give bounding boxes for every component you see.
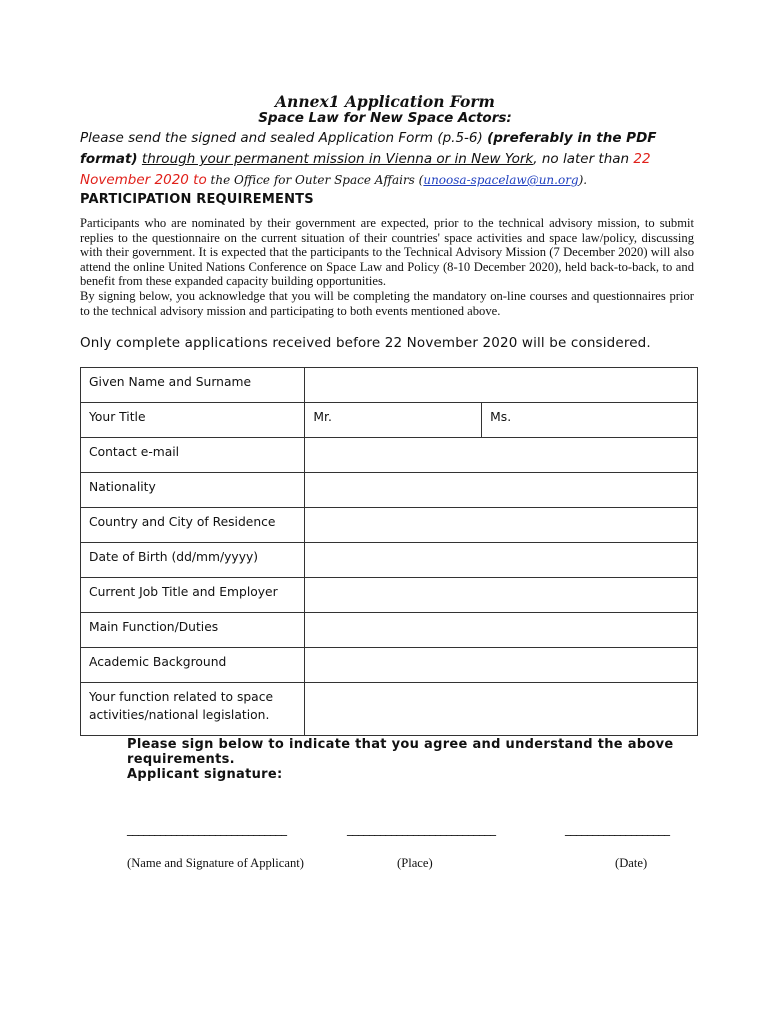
title-ms-option[interactable]: Ms. [482,403,698,438]
requirements-text [80,216,694,318]
table-row [81,683,698,736]
table-row [81,403,698,438]
table-row [81,438,698,473]
signature-line-name[interactable]: _____________________________ [127,822,287,836]
intro-office: the Office for Outer Space Affairs ( [206,173,424,187]
application-table [80,367,698,736]
residence-field[interactable] [305,508,698,543]
table-row [81,368,698,403]
agreement-statement [127,737,687,782]
job-label: Current Job Title and Employer [81,578,305,613]
requirements-paragraph: Participants who are nominated by their government are expected, prior to the technical advisory mission, to submit replies to the questionnaire on the current situation of their countries' space activities and space law/policy, discussing with their government. It is expected that the participants to the Technical Advisory Mission (7 December 2020) will also attend the online United Nations Conference on Space Law and Policy (8-10 December 2020), held back-to-back, to and benefit from these expanded capacity building opportunities. [80,216,694,289]
intro-mission: through your permanent mission in Vienna or in New York [141,151,534,167]
given-name-label: Given Name and Surname [81,368,305,403]
academic-label: Academic Background [81,648,305,683]
intro-preferably: (preferably in the PDF format) [80,130,657,167]
contact-email-label: Contact e-mail [81,438,305,473]
intro-text-2: , no later than [533,151,634,167]
nationality-label: Nationality [81,473,305,508]
academic-field[interactable] [305,648,698,683]
title-mr-option[interactable]: Mr. [305,403,482,438]
table-row [81,543,698,578]
form-title: Annex1 Application Form [275,92,495,111]
nationality-field[interactable] [305,473,698,508]
table-row [81,613,698,648]
contact-email-field[interactable] [305,438,698,473]
email-link[interactable]: unoosa-spacelaw@un.org [423,173,579,187]
table-row [81,648,698,683]
dob-label: Date of Birth (dd/mm/yyyy) [81,543,305,578]
applicant-signature-label: Applicant signature: [127,767,283,782]
acknowledgement-paragraph: By signing below, you acknowledge that you will be completing the mandatory on-line courses and questionnaires prior to the technical advisory mission and participating to both events mentioned above. [80,288,694,318]
intro-text-1: Please send the signed and sealed Application Form (p.5-6) [80,130,488,146]
caption-name-signature: (Name and Signature of Applicant) [127,856,304,870]
agreement-text: Please sign below to indicate that you agree and understand the above requirements. [127,737,674,767]
intro-deadline: 22 November 2020 to [80,151,651,188]
requirements-heading: PARTICIPATION REQUIREMENTS [80,192,314,207]
signature-line-place[interactable]: ___________________________ [347,822,496,836]
table-row [81,578,698,613]
duties-label: Main Function/Duties [81,613,305,648]
caption-date: (Date) [615,856,648,870]
complete-applications-note: Only complete applications received before 22 November 2020 will be considered. [80,335,651,351]
signature-line-date[interactable]: ___________________ [565,822,670,836]
table-row [81,508,698,543]
form-subtitle: Space Law for New Space Actors: [258,110,512,126]
job-field[interactable] [305,578,698,613]
table-row [81,473,698,508]
space-function-label: Your function related to space activities/national legislation. [81,683,305,736]
title-label: Your Title [81,403,305,438]
residence-label: Country and City of Residence [81,508,305,543]
space-function-field[interactable] [305,683,698,736]
caption-place: (Place) [397,856,433,870]
given-name-field[interactable] [305,368,698,403]
duties-field[interactable] [305,613,698,648]
dob-field[interactable] [305,543,698,578]
intro-instructions: Please send the signed and sealed Application Form (p.5-6) (preferably in the PDF format) through your permanent mission in Vienna or in New York, no later than 22 November 2020 to the Office for Outer Space Affairs (unoosa-spacelaw@un.org). [80,130,657,188]
